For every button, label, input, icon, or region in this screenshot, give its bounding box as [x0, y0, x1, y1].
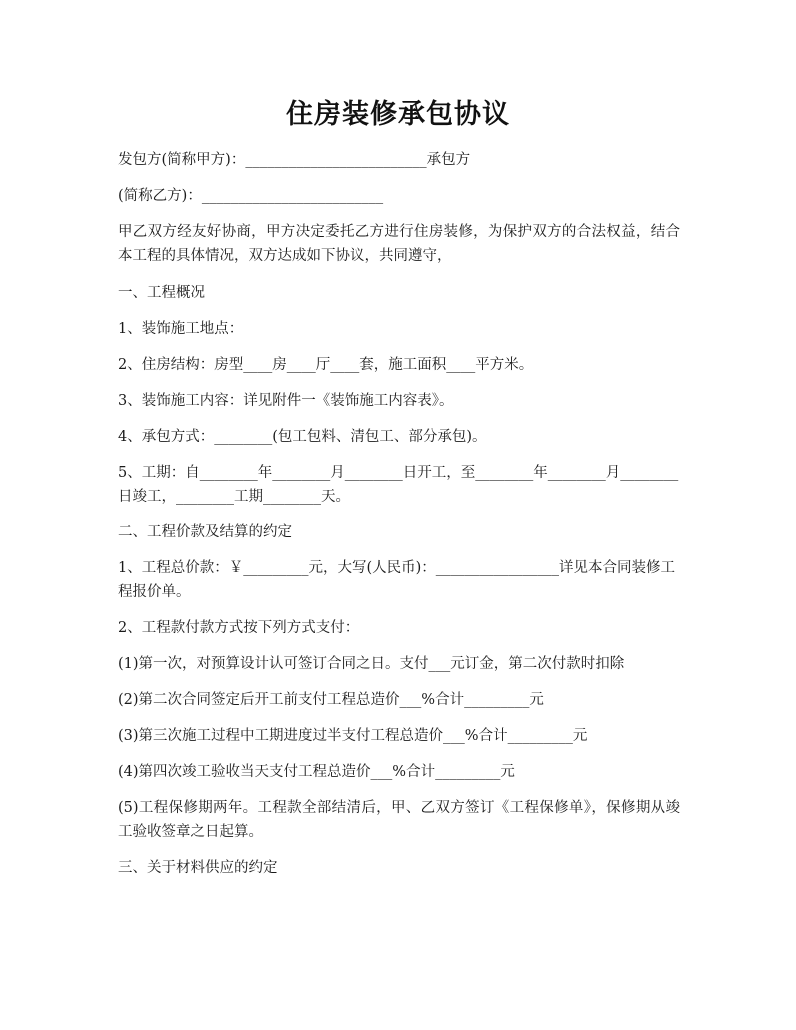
- section-heading-2: 二、工程价款及结算的约定: [118, 524, 292, 540]
- paragraph-item: 2、住房结构：房型____房____厅____套，施工面积____平方米。: [118, 357, 534, 373]
- paragraph-item: (1)第一次，对预算设计认可签订合同之日。支付___元订金，第二次付款时扣除: [118, 656, 625, 672]
- section-heading-1: 一、工程概况: [118, 285, 205, 301]
- paragraph-item: (2)第二次合同签定后开工前支付工程总造价___%合计_________元: [118, 692, 544, 708]
- paragraph-party-a: 发包方(简称甲方)：_________________________承包方: [118, 152, 471, 168]
- paragraph-item: (4)第四次竣工验收当天支付工程总造价___%合计_________元: [118, 764, 515, 780]
- paragraph-item: 5、工期：自________年________月________日开工，至________年________月________日竣工，________工期________天。: [118, 465, 679, 505]
- paragraph-party-b: (简称乙方)：_________________________: [118, 188, 384, 204]
- paragraph-item: 2、工程款付款方式按下列方式支付：: [118, 620, 360, 636]
- paragraph-item: (5)工程保修期两年。工程款全部结清后，甲、乙双方签订《工程保修单》，保修期从竣工验收签章之日起算。: [118, 800, 680, 840]
- paragraph-item: 1、工程总价款：￥_________元，大写(人民币)：_________________详见本合同装修工程报价单。: [118, 560, 676, 600]
- paragraph-item: 3、装饰施工内容：详见附件一《装饰施工内容表》。: [118, 393, 454, 409]
- section-heading-3: 三、关于材料供应的约定: [118, 860, 278, 876]
- paragraph-item: 1、装饰施工地点：: [118, 321, 244, 337]
- paragraph-item: 4、承包方式：________(包工包料、清包工、部分承包)。: [118, 429, 487, 445]
- paragraph-preamble: 甲乙双方经友好协商，甲方决定委托乙方进行住房装修，为保护双方的合法权益，结合本工程的具体情况，双方达成如下协议，共同遵守，: [118, 224, 680, 264]
- document-title: 住房装修承包协议: [286, 99, 510, 130]
- paragraph-item: (3)第三次施工过程中工期进度过半支付工程总造价___%合计_________元: [118, 728, 588, 744]
